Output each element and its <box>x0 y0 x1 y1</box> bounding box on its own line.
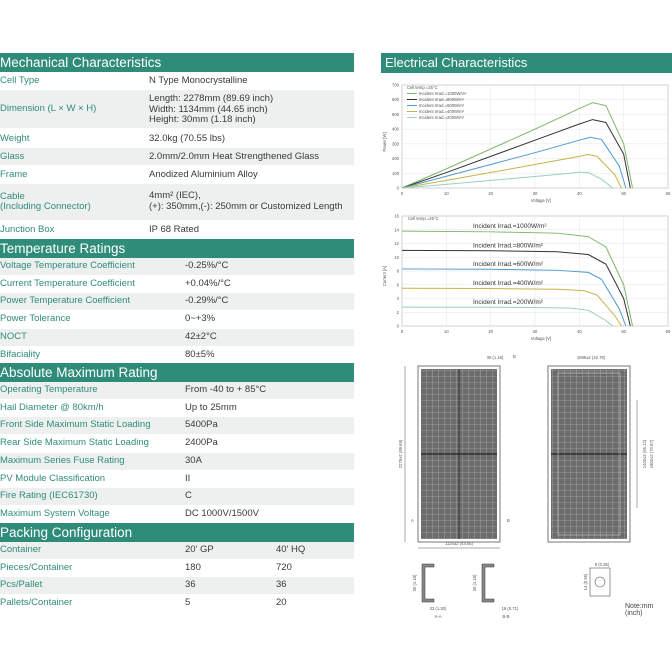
mech-value: (+): 350mm,(-): 250mm or Customized Length <box>149 201 343 212</box>
abs-label: Operating Temperature <box>0 384 98 395</box>
mech-row-junction-box <box>0 221 354 238</box>
pack-value: 20' GP <box>185 544 214 555</box>
x-tick-label: 0 <box>400 329 404 334</box>
abs-row <box>0 471 354 488</box>
y-tick-label: 16 <box>394 213 399 219</box>
mech-label: Junction Box <box>0 224 55 235</box>
abs-row <box>0 506 354 523</box>
hole-dim2: 14 (0.55) <box>583 573 588 591</box>
abs-row <box>0 453 354 470</box>
abs-label: Maximum Series Fuse Rating <box>0 455 125 466</box>
x-tick-label: 40 <box>576 329 582 334</box>
pack-row <box>0 542 354 559</box>
temperature-header <box>0 239 354 258</box>
temp-row <box>0 347 354 363</box>
packing-header <box>0 523 354 542</box>
abs-value: Up to 25mm <box>185 402 237 413</box>
electrical-header <box>381 53 672 73</box>
module-drawings <box>378 352 672 672</box>
temp-value: -0.25%/°C <box>185 260 229 271</box>
x-tick-label: 30 <box>532 191 538 196</box>
abs-row <box>0 488 354 505</box>
rear-width-dim: 1086±2 (42.76) <box>576 355 606 360</box>
mech-label: Glass <box>0 151 25 162</box>
x-tick-label: 60 <box>665 329 671 334</box>
units-note: Note:mm (inch) <box>625 603 654 617</box>
temp-row <box>0 258 354 275</box>
rear-view <box>548 355 654 542</box>
pack-value: 40' HQ <box>276 544 306 555</box>
pack-label: Pieces/Container <box>0 562 73 573</box>
y-tick-label: 0 <box>396 185 399 191</box>
x-tick-label: 0 <box>400 191 404 196</box>
y-tick-label: 400 <box>392 126 399 132</box>
label-a: A <box>411 518 414 523</box>
mech-value: N Type Monocrystalline <box>149 75 248 86</box>
section-aa <box>412 564 447 619</box>
temp-value: 0~+3% <box>185 313 216 324</box>
iv-curve-label: Incident Irrad.=200W/m² <box>473 299 543 307</box>
legend-label: Incident Irrad.=600W/m² <box>419 103 465 108</box>
front-view <box>398 354 516 548</box>
x-tick-label: 10 <box>443 329 449 334</box>
y-tick-label: 6 <box>396 282 399 288</box>
abs-row <box>0 435 354 452</box>
mech-label: (Including Connector) <box>0 201 91 212</box>
section-aa-label: A-A <box>434 614 442 619</box>
mech-label: Cell Type <box>0 75 40 86</box>
mech-value: Width: 1134mm (44.65 inch) <box>149 104 268 115</box>
mount-span2-dim: 1800±2 (70.87) <box>649 439 654 469</box>
mech-value: 2.0mm/2.0mm Heat Strengthened Glass <box>149 151 320 162</box>
section-bb-label: B-B <box>502 614 510 619</box>
abs-value: 5400Pa <box>185 419 218 430</box>
abs-label: Fire Rating (IEC61730) <box>0 490 98 501</box>
y-tick-label: 0 <box>396 323 399 329</box>
y-tick-label: 500 <box>392 111 399 117</box>
pack-value: 720 <box>276 562 292 573</box>
pack-value: 20 <box>276 597 287 608</box>
y-tick-label: 200 <box>392 156 399 162</box>
abs-value: From -40 to + 85°C <box>185 384 267 395</box>
x-tick-label: 10 <box>443 191 449 196</box>
abs-label: Front Side Maximum Static Loading <box>0 419 151 430</box>
x-tick-label: 20 <box>488 191 494 196</box>
pv-cell-temp: Cell temp.=25°C <box>407 85 438 90</box>
y-tick-label: 2 <box>396 309 399 315</box>
iv-curve-label: Incident Irrad.=800W/m² <box>473 242 543 250</box>
mech-label: Weight <box>0 133 30 144</box>
y-tick-label: 12 <box>394 241 399 246</box>
label-b-top: B <box>513 354 516 359</box>
mech-row-cell-type <box>0 73 354 89</box>
pack-row <box>0 577 354 594</box>
temp-label: Current Temperature Coefficient <box>0 278 135 289</box>
frame-height-dim: 30 (1.18) <box>486 355 504 360</box>
temp-value: 80±5% <box>185 349 215 360</box>
abs-row <box>0 417 354 434</box>
pv-xlabel: Voltage [V] <box>530 198 552 203</box>
abs-row <box>0 382 354 399</box>
series-line <box>402 137 626 188</box>
abs-value: II <box>185 473 191 484</box>
label-b: B <box>507 518 510 523</box>
y-tick-label: 100 <box>392 170 399 176</box>
aa-width-dim: 33 (1.30) <box>429 606 447 611</box>
temp-label: Voltage Temperature Coefficient <box>0 260 135 271</box>
pack-row <box>0 560 354 577</box>
packing-title: Packing Configuration <box>0 525 133 540</box>
mech-value: Height: 30mm (1.18 inch) <box>149 114 256 125</box>
abs-label: Hail Diameter @ 80km/h <box>0 402 104 413</box>
temp-label: Bifaciality <box>0 349 41 360</box>
mech-value: 32.0kg (70.55 lbs) <box>149 133 226 144</box>
y-tick-label: 300 <box>392 141 399 147</box>
bb-height-dim: 30 (1.18) <box>472 574 477 592</box>
front-width-dim: 1134±2 (44.65) <box>444 541 474 546</box>
temp-row <box>0 311 354 328</box>
mech-label: Dimension (L × W × H) <box>0 103 97 114</box>
pack-label: Container <box>0 544 42 555</box>
mech-label: Cable <box>0 191 25 202</box>
pack-value: 180 <box>185 562 201 573</box>
iv-curve-label: Incident Irrad.=1000W/m² <box>473 223 547 231</box>
mech-value: IP 68 Rated <box>149 224 200 235</box>
iv-curve-label: Incident Irrad.=400W/m² <box>473 280 543 288</box>
abs-value: 30A <box>185 455 202 466</box>
x-tick-label: 50 <box>621 329 627 334</box>
bb-width-dim: 18 (0.71) <box>501 606 519 611</box>
abs-label: Maximum System Voltage <box>0 508 110 519</box>
y-tick-label: 14 <box>394 227 399 233</box>
x-tick-label: 50 <box>621 191 627 196</box>
abs-row <box>0 400 354 417</box>
pv-chart <box>378 80 672 204</box>
iv-xlabel: Voltage [V] <box>530 336 552 341</box>
iv-cell-temp: Cell temp.=25°C <box>408 216 439 221</box>
temp-label: Power Tolerance <box>0 313 71 324</box>
temperature-title: Temperature Ratings <box>0 241 126 256</box>
abs-value: 2400Pa <box>185 437 218 448</box>
pack-value: 36 <box>185 579 196 590</box>
iv-ylabel: Current [A] <box>382 265 387 287</box>
temp-row <box>0 293 354 310</box>
series-line <box>402 269 626 326</box>
legend-label: Incident Irrad.=400W/m² <box>419 109 465 114</box>
abs-label: PV Module Classification <box>0 473 106 484</box>
x-tick-label: 30 <box>532 329 538 334</box>
pack-value: 5 <box>185 597 191 608</box>
pv-ylabel: Power [W] <box>382 132 387 152</box>
x-tick-label: 20 <box>488 329 494 334</box>
temp-row <box>0 329 354 346</box>
iv-chart <box>378 210 672 342</box>
x-tick-label: 40 <box>576 191 582 196</box>
series-line <box>402 307 613 326</box>
front-length-dim: 2278±2 (89.69) <box>398 439 403 469</box>
y-tick-label: 4 <box>396 296 399 301</box>
temp-value: 42±2°C <box>185 331 217 342</box>
electrical-title: Electrical Characteristics <box>385 55 528 70</box>
mount-span-dim: 1400±2 (55.12) <box>642 439 647 469</box>
legend-label: Incident Irrad.=800W/m² <box>419 97 465 102</box>
temp-label: NOCT <box>0 331 27 342</box>
legend-label: Incident Irrad.=200W/m² <box>419 115 465 120</box>
temp-row <box>0 276 354 293</box>
y-tick-label: 10 <box>394 254 399 260</box>
mech-row-weight <box>0 130 354 147</box>
mech-row-glass <box>0 148 354 165</box>
absolute-title: Absolute Maximum Rating <box>0 365 158 380</box>
iv-curve-label: Incident Irrad.=600W/m² <box>473 260 543 268</box>
temp-value: +0.04%/°C <box>185 278 231 289</box>
mech-value: Length: 2278mm (89.69 inch) <box>149 93 274 104</box>
temp-label: Power Temperature Coefficient <box>0 295 131 306</box>
series-line <box>402 154 621 188</box>
mech-value: 4mm² (IEC), <box>149 190 201 201</box>
legend-label: Incident Irrad.=1000W/m² <box>419 91 467 96</box>
mech-label: Frame <box>0 169 28 180</box>
aa-height-dim: 30 (1.18) <box>412 574 417 592</box>
y-tick-label: 600 <box>392 97 399 103</box>
pack-label: Pallets/Container <box>0 597 73 608</box>
pack-row <box>0 595 354 612</box>
abs-label: Rear Side Maximum Static Loading <box>0 437 149 448</box>
x-tick-label: 60 <box>665 191 671 196</box>
mech-row-dimension <box>0 90 354 128</box>
mech-row-frame <box>0 166 354 183</box>
mech-value: Anodized Aluminium Alloy <box>149 169 258 180</box>
section-bb <box>472 564 519 619</box>
pack-value: 36 <box>276 579 287 590</box>
absolute-header <box>0 363 354 382</box>
temp-value: -0.29%/°C <box>185 295 229 306</box>
hole-dim: 9 (0.35) <box>594 562 610 567</box>
pack-label: Pcs/Pallet <box>0 579 43 590</box>
y-tick-label: 700 <box>392 82 399 88</box>
y-tick-label: 8 <box>396 268 399 274</box>
mechanical-header <box>0 53 354 72</box>
abs-value: C <box>185 490 192 501</box>
abs-value: DC 1000V/1500V <box>185 508 259 519</box>
mechanical-title: Mechanical Characteristics <box>0 55 162 70</box>
mounting-hole-detail <box>583 562 610 596</box>
mech-row-cable <box>0 184 354 220</box>
